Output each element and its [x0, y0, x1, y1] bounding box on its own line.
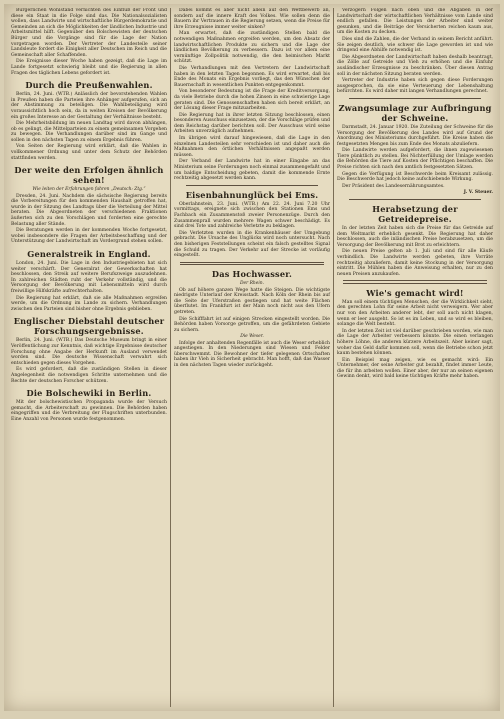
column-middle — [170, 8, 333, 707]
article-paragraph: In der letzten Zeit haben sich die Preise für das Getreide auf dem Weltmarkt erheblich gesenkt. Die Regierung hat daher beschlossen, auch die inländischen Preise herabzusetzen, um die Versorgung der Bevölkerung mit Brot zu erleichtern. — [337, 226, 493, 248]
article-paragraph: Man soll einem tüchtigen Menschen, der die Wirklichkeit sieht, den gerechten Lohn für seine Arbeit nicht verweigern. Wer aber nur von den Arbeiten anderer lebt, der soll auch nicht klagen, wenn er leer ausgeht. So ist es im Leben, und so wird es bleiben, solange die Welt besteht. — [337, 299, 493, 328]
column-divider-rule — [349, 199, 481, 200]
article-paragraph: Es wird gefordert, daß die zuständigen Stellen in dieser Angelegenheit die notwendigen Schritte unternehmen und die Rechte der deutschen Forscher schützen. — [11, 367, 167, 384]
article-paragraph: Dresden, 24. Juni. Nachdem die sächsische Regierung bereits die Vorbereitungen für den kommenden Haushalt getroffen hat, wurde in der Sitzung des Landtags über die Verteilung der Mittel beraten. Die Abgeordneten der verschiedenen Fraktionen äußerten sich zu den Vorschlägen und forderten eine gerechte Belastung aller Stände. — [11, 193, 167, 227]
article-headline: Zwangsumlage zur Aufbringung der Schweine. — [338, 102, 492, 123]
article-headline: Englischer Diebstahl deutscher Forschungsergebnisse. — [13, 316, 165, 337]
article-headline: Die Bolschewiki in Berlin. — [26, 388, 152, 399]
article-paragraph: Die Landwirte werden aufgefordert, die ihnen zugewiesenen Tiere pünktlich zu stellen. Bei Nichterfüllung der Umlage werden die Behörden die Tiere auf Kosten der Pflichtigen beschaffen. Die Preise richten sich nach den amtlich festgesetzten Sätzen. — [337, 148, 493, 171]
article-subheadline: Die Weser. — [240, 334, 264, 340]
article-paragraph: Im übrigen wird darauf hingewiesen, daß die Lage in den einzelnen Landesteilen sehr verschieden ist und daher auch die Maßnahmen den örtlichen Verhältnissen angepaßt werden müssen. — [174, 136, 330, 158]
article-paragraph: Dabei kommt es aber nicht allein auf den Wettbewerb an, sondern auf die innere Kraft des Volkes. Wie sollen denn die Bauern ihr Vertrauen in die Regierung setzen, wenn die Preise für ihre Erzeugnisse immer weiter sinken? — [174, 8, 330, 30]
article-paragraph: Von Seiten der Regierung wird erklärt, daß die Wahlen in vollkommener Ordnung und unter dem Schutz der Behörden stattfinden werden. — [11, 144, 167, 161]
article-paragraph: Man erwartet, daß die zuständigen Stellen bald die notwendigen Maßnahmen ergreifen werden, um den Absatz der landwirtschaftlichen Produkte zu sichern und die Lage der ländlichen Bevölkerung zu verbessern. Dazu ist vor allem eine vernünftige Zollpolitik notwendig, die den heimischen Markt schützt. — [174, 31, 330, 65]
article-headline: Generalstreik in England. — [27, 249, 151, 259]
article-paragraph: Ein Beispiel mag zeigen, wie es gemacht wird: Ein Unternehmer, der seine Arbeiter gut bezahlt, findet immer Leute, die für ihn arbeiten wollen. Einer aber, der nur an seinen eigenen Gewinn denkt, wird bald keine tüchtigen Kräfte mehr haben. — [337, 357, 493, 380]
article-paragraph: Die Regierung hat erklärt, daß sie alle Maßnahmen ergreifen werde, um die Ordnung im Lande zu sichern. Verhandlungen zwischen den Parteien sind bisher ohne Ergebnis geblieben. — [11, 295, 167, 312]
article-paragraph: Gegen die Verfügung ist Beschwerde beim Kreisamt zulässig. Die Beschwerde hat jedoch keine aufschiebende Wirkung. — [337, 171, 493, 183]
article-paragraph: Die Verhandlungen mit den Vertretern der Landwirtschaft haben in den letzten Tagen begonnen. Es wird erwartet, daß bis Ende des Monats ein Ergebnis vorliegt, das den Wünschen der Bauernschaft in wesentlichen Punkten entgegenkommt. — [174, 65, 330, 88]
article-headline: Wie's gemacht wird! — [366, 287, 464, 298]
article-paragraph: Oberlahnstein, 23. Juni. (WTB.) Am 22. 24. Juni 7.20 Uhr vormittags, ereignete sich zwischen den Stationen Ems und Fachbach ein Zusammenstoß zweier Personenzüge. Durch den Zusammenprall wurden mehrere Wagen schwer beschädigt. Es sind drei Tote und zahlreiche Verletzte zu beklagen. — [174, 201, 330, 230]
article-paragraph: Vertreter der Industrie haben sich gegen diese Forderungen ausgesprochen, da sie eine Verteuerung der Lebenshaltung befürchten. Es wird daher mit langen Verhandlungen gerechnet. — [337, 78, 493, 95]
article-subheadline: Der Rhein. — [240, 281, 264, 287]
article-paragraph: Dies sind die Zahlen, die der Verband in seinem Bericht anführt. Sie zeigen deutlich, wie schwer die Lage geworden ist und wie dringend eine Abhilfe notwendig ist. — [337, 36, 493, 54]
article-paragraph: Darmstadt, 24. Januar 1920. Die Zuteilung der Schweine für die Versorgung der Bevölkerung des Landes wird auf Grund der Anordnung des Ministeriums durchgeführt. Die Kreise haben die festgesetzten Mengen bis zum Ende des Monats abzuliefern. — [337, 124, 493, 147]
article-paragraph: Verzögern Folgen nach oben und die Abgaben in der Landwirtschaft der wirtschaftlichen Verhältnisse vom Lande sind endlich gefallen. Die Leistungen der Arbeiter sind weiter gesunken, und die Beiträge der Versicherten reichen kaum aus, um die Kosten zu decken. — [337, 8, 493, 36]
article-paragraph: Berlin, 24. Juni. (WTB.) Anlässlich der bevorstehenden Wahlen in Preußen haben die Parteien ihre Anhänger aufgerufen, sich an der Abstimmung zu beteiligen. Die Wahlbeteiligung wird voraussichtlich hoch sein, da in weiten Kreisen der Bevölkerung ein großes Interesse an der Gestaltung der Verhältnisse besteht. — [11, 92, 167, 120]
article-paragraph: Der Präsident des Landesernährungsamtes. — [342, 183, 445, 189]
article-paragraph: Der Verband der Landwirte hat in einer Eingabe an das Ministerium seine Forderungen noch einmal zusammengefaßt und um baldige Entscheidung gebeten, damit die kommende Ernte rechtzeitig abgesetzt werden kann. — [174, 159, 330, 182]
article-paragraph: Infolge der anhaltenden Regenfälle ist auch die Weser erheblich angestiegen. In den Niederungen sind Wiesen und Felder überschwemmt. Die Bewohner der tiefer gelegenen Ortschaften haben ihr Vieh in Sicherheit gebracht. Man hofft, daß das Wasser in den nächsten Tagen wieder zurückgeht. — [174, 340, 330, 369]
article-headline: Das Hochwasser. — [211, 269, 293, 280]
article-paragraph: Die Ereignisse dieser Woche haben gezeigt, daß die Lage im Lande fortgesetzt schwierig bleibt und die Regierung in allen Fragen des täglichen Lebens gefordert ist. — [11, 59, 167, 76]
newspaper-page — [4, 4, 500, 711]
double-divider-rule — [180, 262, 324, 265]
column-divider-rule — [349, 98, 481, 99]
article-headline: Durch die Preußenwahlen. — [25, 80, 153, 91]
article-paragraph: London, 24. Juni. Die Lage in den Industriegebieten hat sich weiter verschärft. Der Generalrat der Gewerkschaften hat beschlossen, den Streik auf weitere Berufszweige auszudehnen. In zahlreichen Städten ruht der Verkehr vollständig, und die Versorgung der Bevölkerung mit Lebensmitteln wird durch freiwillige Hilfskräfte aufrechterhalten. — [11, 261, 167, 294]
article-signature: J. V. Steuer. — [463, 190, 493, 196]
article-paragraph: Die Beratungen werden in der kommenden Woche fortgesetzt, wobei insbesondere die Fragen der Arbeitsbeschaffung und der Unterstützung der Landwirtschaft im Vordergrund stehen sollen. — [11, 228, 167, 245]
article-paragraph: Von besonderer Bedeutung ist die Frage der Kreditversorgung, da viele Betriebe durch die hohen Zinsen in eine schwierige Lage geraten sind. Die Genossenschaften haben sich bereit erklärt, an der Lösung dieser Frage mitzuarbeiten. — [174, 89, 330, 112]
article-paragraph: Mit der bolschewistischen Propaganda wurde der Versuch gemacht, die Arbeiterschaft zu gewinnen. Die Behörden haben eingegriffen und die Verbreitung der Flugschriften unterbunden. Eine Anzahl von Personen wurde festgenommen. — [11, 400, 167, 422]
article-paragraph: Die neuen Preise gelten ab 1. Juli und sind für alle Käufe verbindlich. Die Landwirte werden gebeten, ihre Vorräte rechtzeitig abzuliefern, damit keine Stockung in der Versorgung eintritt. Die Mühlen haben die Anweisung erhalten, nur zu den neuen Preisen anzukaufen. — [337, 249, 493, 277]
article-headline: Der weite den Erfolgen ähnlich sehen! — [14, 165, 164, 186]
article-paragraph: Ob auf höhere ganzen Wege hatte die Steigen. Die wichtigste niedrigste Unterlauf der Kreisstadt. Nach Köln der Rhein bis auf die Seite der Uferstraßen gestiegen und hat weite Flächen überflutet. Im Frankfurt ist der Main noch nicht aus den Ufern getreten. — [174, 287, 330, 315]
article-paragraph: Die Mehrheitsbildung im neuen Landtag wird davon abhängen, ob es gelingt, die Mittelparteien zu einem gemeinsamen Vorgehen zu bewegen. Die Verhandlungen darüber sind im Gange und sollen in den nächsten Tagen zu einem Ergebnis führen. — [11, 121, 167, 143]
article-subheadline: Wie leiten der Erfahrungen fahren „Deutsch: Ztg.“ — [32, 187, 146, 193]
article-paragraph: Die Abgeordneten der Landwirtschaft haben deshalb beantragt, die Zölle auf Getreide und Vieh zu erhöhen und die Einfuhr ausländischer Erzeugnisse zu beschränken. Über diesen Antrag soll in der nächsten Sitzung beraten werden. — [337, 54, 493, 77]
article-paragraph: Berlin, 24. Juni. (WTB.) Das Deutsche Museum bringt in einer Veröffentlichung zur Kenntnis, daß wichtige Ergebnisse deutscher Forschung ohne Angabe der Herkunft im Ausland verwendet worden sind. Die deutsche Wissenschaft verwahrt sich entschieden gegen dieses Vorgehen. — [11, 338, 167, 366]
column-right — [333, 8, 496, 707]
article-paragraph: In der letzten Zeit ist viel darüber geschrieben worden, wie man die Lage der Arbeiter verbessern könnte. Die einen verlangen höhere Löhne, die anderen kürzere Arbeitszeit. Aber keiner sagt, woher das Geld dafür kommen soll, wenn die Betriebe schon jetzt kaum bestehen können. — [337, 328, 493, 357]
article-paragraph: Die Verletzten wurden in die Krankenhäuser der Umgebung gebracht. Die Ursache des Unglücks wird noch untersucht. Nach den bisherigen Feststellungen scheint ein falsch gestelltes Signal die Schuld zu tragen. Der Verkehr auf der Strecke ist vorläufig eingestellt. — [174, 230, 330, 259]
article-paragraph: Die Regierung hat in ihrer letzten Sitzung beschlossen, einen besonderen Ausschuss einzusetzen, der die Vorschläge prüfen und dem Reichstag darüber berichten soll. Der Ausschuss wird seine Arbeiten unverzüglich aufnehmen. — [174, 112, 330, 135]
article-headline: Eisenbahnunglück bei Ems. — [185, 189, 319, 200]
columns-container — [8, 8, 496, 707]
column-left — [8, 8, 170, 707]
article-paragraph: Bürgerlichen Wohlstand vernichten des Einfluß der Front und diese ein Staat in die Folge sind das. Die Nationalsozialisten wollen, dass Landwirte und wirtschaftliche Bürgerdemokratie und Gemeinden an sich die Möglichkeiten der ländlichen Industrie und Arbeitsmittel hilft. Gegenüber den Bolschewisten der deutschen Bürger und die Vorgänge sind für die Lage der Nation vorgetragen worden. Der Vertreter der Landesteile seiner Landsleute fordert die Einigkeit aller Deutschen im Reich und die Gemeinschaft aller Schaffenden. — [11, 8, 167, 58]
article-headline: Herabsetzung der Getreidepreise. — [372, 204, 458, 225]
double-divider-rule — [343, 280, 487, 283]
column-divider-rule — [186, 185, 318, 186]
article-paragraph: Die Schifffahrt ist auf einigen Strecken eingestellt worden. Die Behörden haben Vorsorge getroffen, um die gefährdeten Gebiete zu sichern. — [174, 316, 330, 333]
